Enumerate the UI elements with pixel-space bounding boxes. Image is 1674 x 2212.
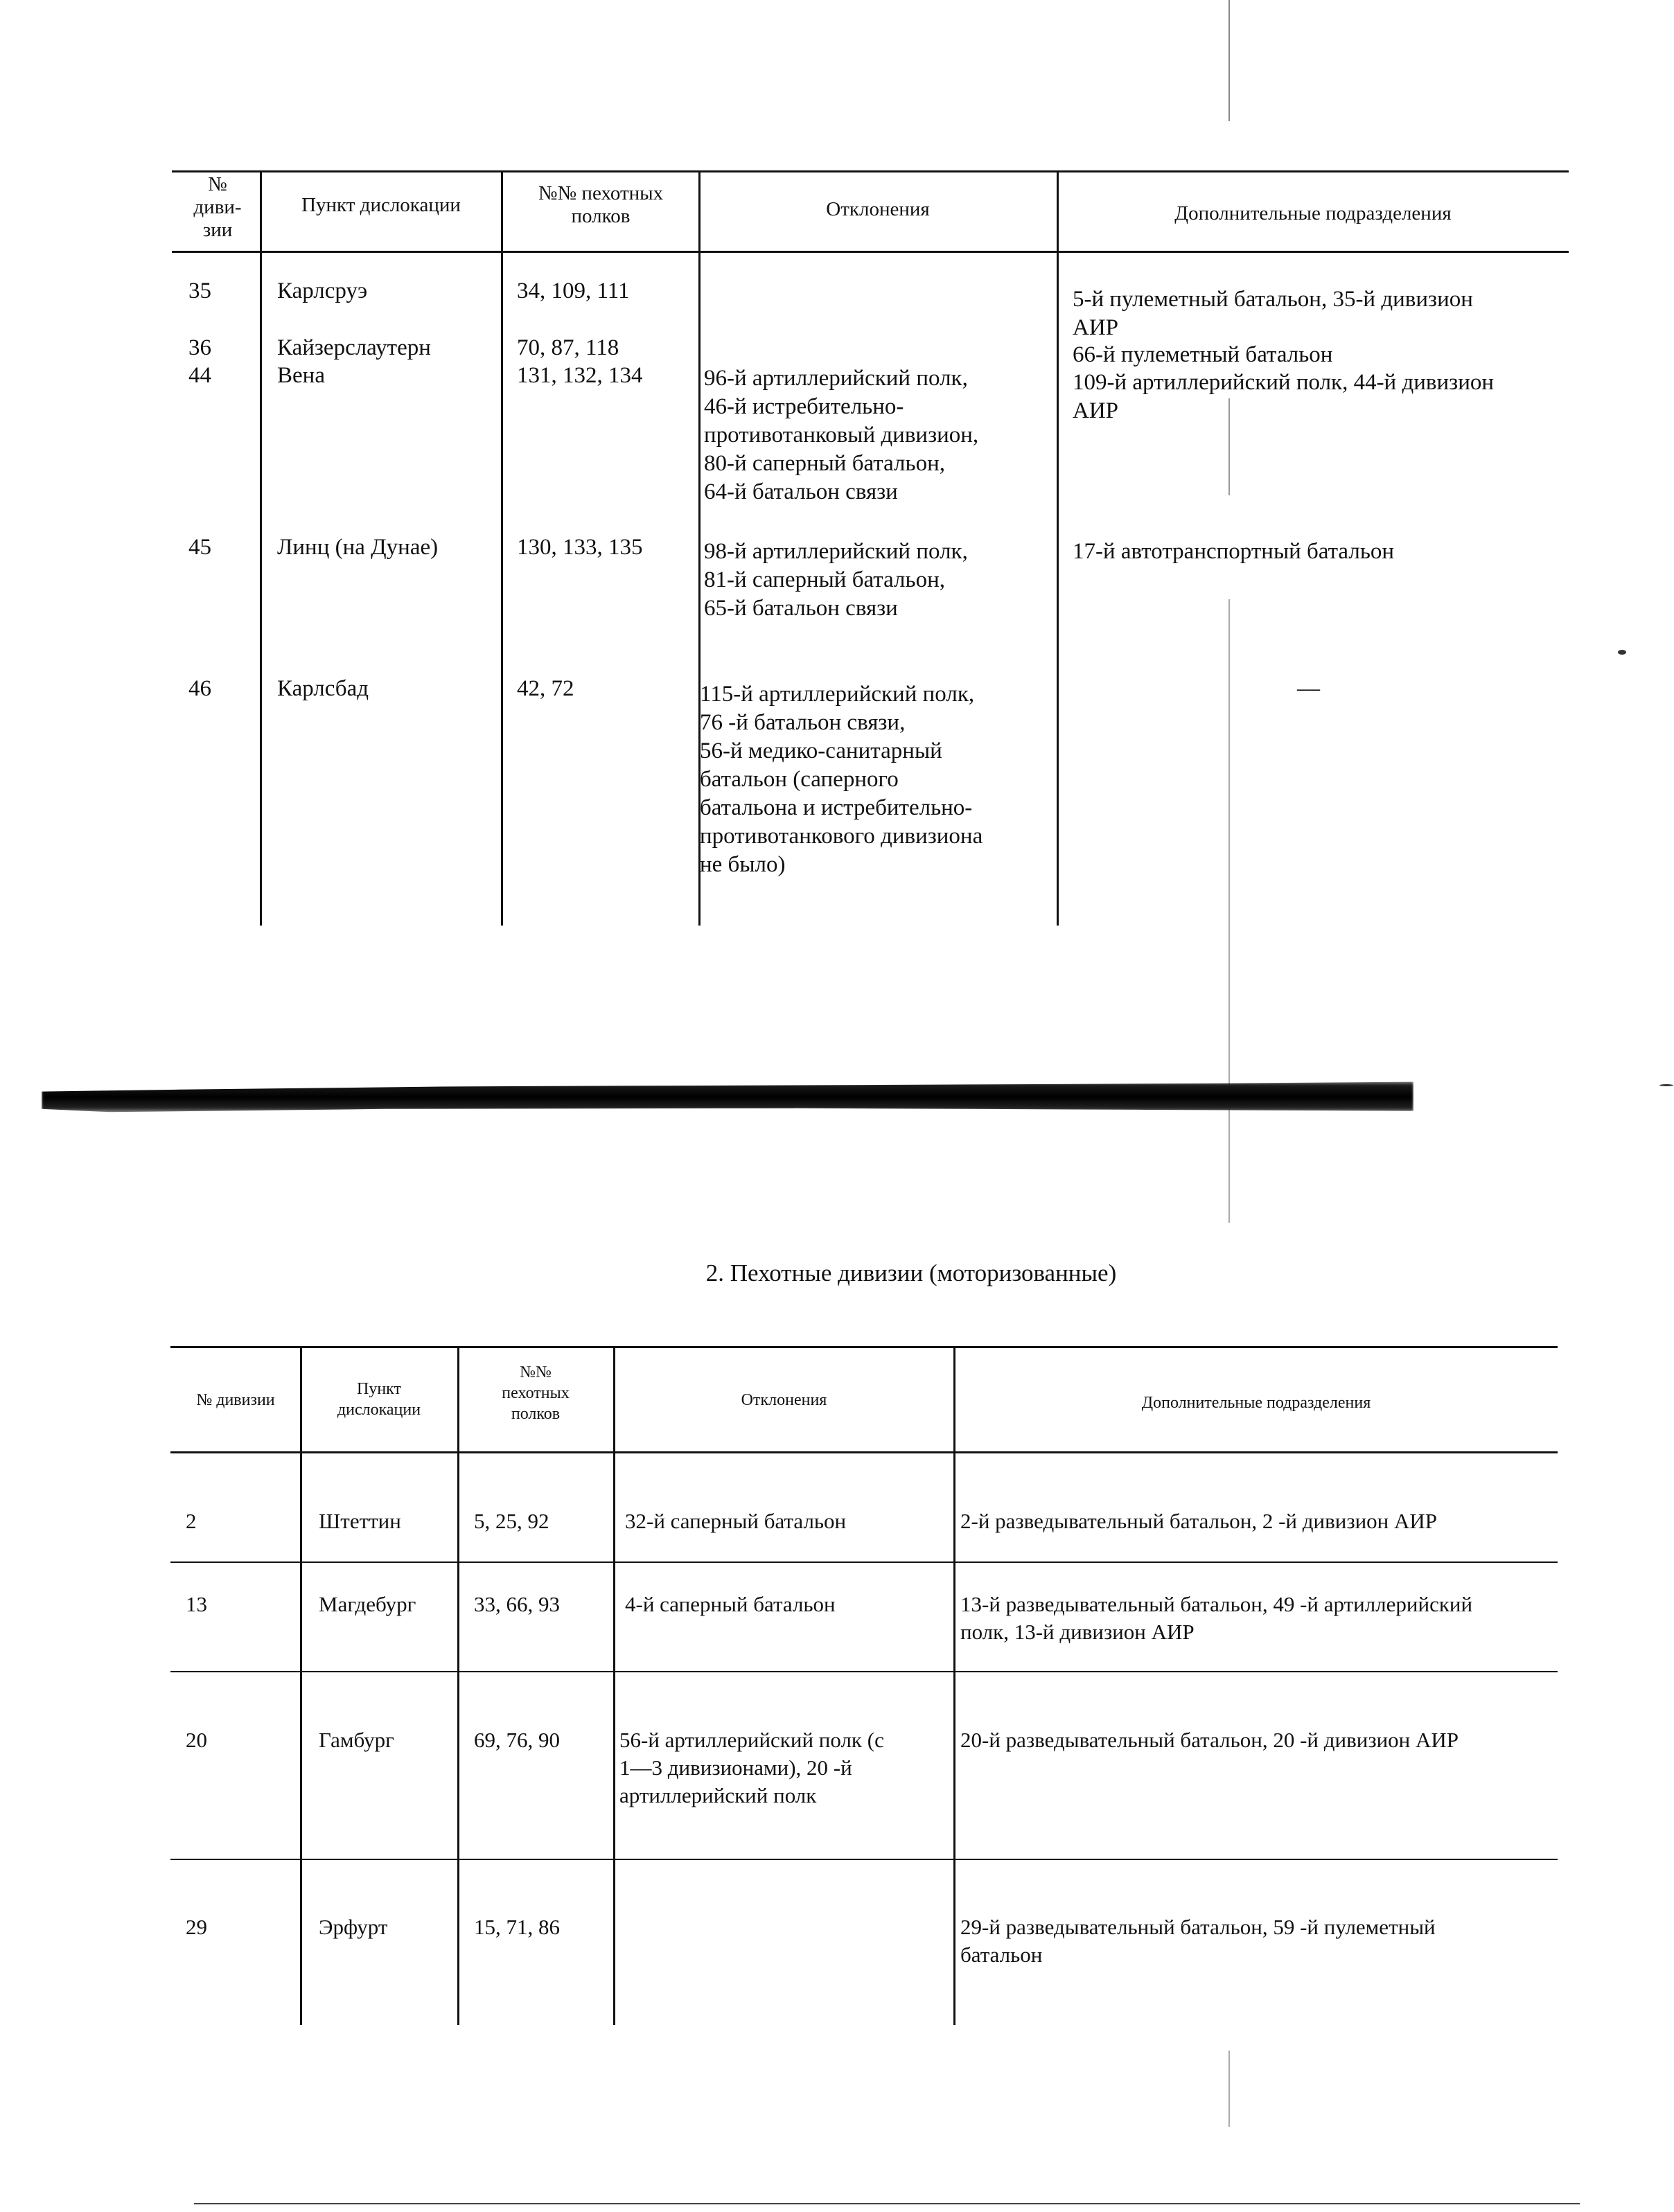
section-title: 2. Пехотные дивизии (моторизованные) [705,1259,1117,1286]
t1-row-regiments: 130, 133, 135 [517,535,643,560]
t2-row-deviations: 56-й артиллерийский полк (с 1—3 дивизионами), 20 -й артиллерийский полк [619,1728,884,1807]
table-2-col-divider [953,1346,955,2025]
scan-smear [42,1078,1413,1117]
t1-header-location: Пункт дислокации [301,194,461,216]
scan-bottom-edge [194,2203,1580,2204]
t2-header-additional: Дополнительные подразделения [1141,1394,1371,1412]
t1-row-additional: 5-й пулеметный батальон, 35-й дивизион АИР [1073,287,1473,340]
t1-row-location: Карлсбад [277,676,369,701]
t2-header-location: Пункт дислокации [337,1380,421,1419]
scan-artifact-line [1228,599,1230,1223]
t1-header-num: № диви- зии [193,173,242,241]
scan-artifact-line [1228,2051,1230,2127]
scan-speck [1659,1084,1673,1086]
t2-row-regiments: 33, 66, 93 [474,1592,560,1616]
t1-row-num: 46 [188,676,211,701]
table-2-col-divider [457,1346,459,2025]
table-2-row-rule [170,1561,1558,1563]
table-1-col-divider [260,170,262,926]
t2-row-location: Гамбург [319,1728,394,1752]
t1-row-num: 45 [188,535,211,560]
t1-row-deviations: 96-й артиллерийский полк, 46-й истребительно- противотанковый дивизион, 80-й саперный батальон, 64-й батальон связи [704,366,979,504]
scan-artifact-line [1228,0,1230,121]
table-1-header-rule [172,251,1569,253]
t1-row-num: 44 [188,363,211,388]
t1-row-deviations: 115-й артиллерийский полк, 76 -й батальон связи, 56-й медико-санитарный батальон (саперного батальона и истребительно- противотанкового дивизиона не было) [700,682,983,877]
t1-row-additional: 109-й артиллерийский полк, 44-й дивизион АИР [1073,370,1495,423]
t1-row-deviations: 98-й артиллерийский полк, 81-й саперный батальон, 65-й батальон связи [704,539,968,621]
t1-header-deviations: Отклонения [826,198,930,220]
t1-row-location: Линц (на Дунае) [277,535,439,560]
t2-header-regiments: №№ пехотных полков [502,1363,570,1423]
t2-row-num: 13 [186,1592,207,1616]
t1-header-additional: Дополнительные подразделения [1174,202,1452,224]
t2-row-location: Штеттин [319,1509,401,1533]
t1-row-location: Карлсруэ [277,278,368,303]
t1-row-additional: — [1297,676,1320,701]
t2-row-regiments: 5, 25, 92 [474,1509,549,1533]
table-2-col-divider [300,1346,302,2025]
t1-row-regiments: 70, 87, 118 [517,335,619,360]
t2-row-additional: 2-й разведывательный батальон, 2 -й дивизион АИР [960,1509,1438,1533]
t1-row-num: 35 [188,278,211,303]
t2-row-location: Эрфурт [319,1915,388,1939]
t1-header-regiments: №№ пехотных полков [538,182,664,227]
t1-row-location: Вена [277,363,325,388]
t2-row-additional: 20-й разведывательный батальон, 20 -й дивизион АИР [960,1728,1459,1752]
table-2-row-rule [170,1671,1558,1672]
t2-header-num: № дивизии [196,1391,275,1409]
t2-row-additional: 29-й разведывательный батальон, 59 -й пулеметный батальон [960,1915,1436,1967]
t2-row-regiments: 69, 76, 90 [474,1728,560,1752]
table-2-row-rule [170,1859,1558,1860]
t2-row-num: 2 [186,1509,197,1533]
t1-row-additional: 66-й пулеметный батальон [1073,342,1333,367]
t2-row-location: Магдебург [319,1592,416,1616]
t1-row-num: 36 [188,335,211,360]
t1-row-regiments: 42, 72 [517,676,574,701]
t1-row-regiments: 34, 109, 111 [517,278,630,303]
t2-row-regiments: 15, 71, 86 [474,1915,560,1939]
t2-row-additional: 13-й разведывательный батальон, 49 -й артиллерийский полк, 13-й дивизион АИР [960,1592,1473,1644]
table-2-top-rule [170,1346,1558,1348]
t1-row-regiments: 131, 132, 134 [517,363,643,388]
t1-row-additional: 17-й автотранспортный батальон [1073,539,1395,564]
t2-row-deviations: 32-й саперный батальон [625,1509,847,1533]
t2-row-deviations: 4-й саперный батальон [625,1592,836,1616]
table-1-col-divider [1057,170,1059,926]
table-2-col-divider [613,1346,615,2025]
scan-speck [1618,650,1626,655]
t2-row-num: 29 [186,1915,207,1939]
t2-header-deviations: Отклонения [741,1391,827,1409]
t1-row-location: Кайзерслаутерн [277,335,431,360]
table-2-header-rule [170,1451,1558,1453]
t2-row-num: 20 [186,1728,207,1752]
table-1-top-rule [172,170,1569,172]
table-1-col-divider [501,170,503,926]
